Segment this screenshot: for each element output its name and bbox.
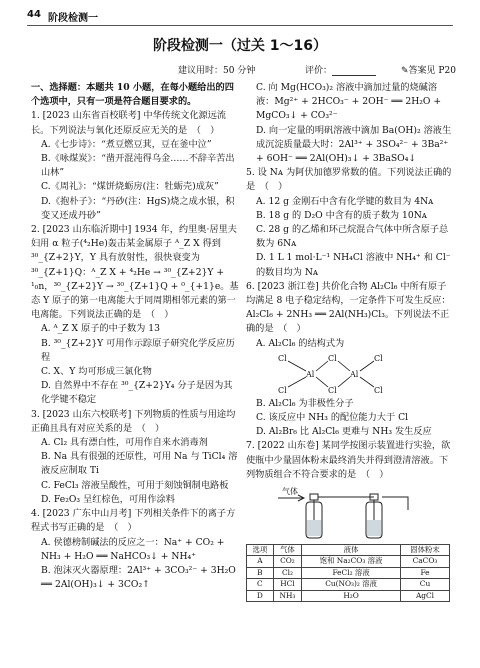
table-row (247, 567, 450, 578)
q5-option-b: B. 18 g 的 D₂O 中含有的质子数为 10Nᴀ (256, 209, 427, 221)
q4-option-d: D. 向一定量的明矾溶液中滴加 Ba(OH)₂ 溶液生成沉淀质量最大时：2Al³⁺ + 3SO₄²⁻ + 3Ba²⁺ + 6OH⁻ ══ 2Al(OH)₃↓ + 3BaSO₄↓ (256, 124, 452, 165)
page-number: 44 (27, 9, 41, 20)
table-cell: 饱和 Na₂CO₃ 溶液 (302, 556, 401, 567)
table-header-row (247, 545, 450, 556)
score-label: 评价： (305, 66, 333, 76)
question-3: 3. [2023 山东六校联考] 下列物质的性质与用途均正确且具有对应关系的是 （ ） (31, 408, 236, 434)
q1-option-c: C.《周礼》：“煤饼烧蛎房(注：牡蛎壳)成灰” (41, 181, 219, 193)
question-4: 4. [2023 广东中山月考] 下列相关条件下的离子方程式书写正确的是 （ ） (31, 508, 236, 534)
q6-option-d: D. Al₂Br₆ 比 Al₂Cl₆ 更难与 NH₃ 发生反应 (256, 426, 432, 438)
score-blank[interactable] (332, 66, 376, 76)
q3-option-b: B. Na 具有很强的还原性，可用 Na 与 TiCl₄ 溶液反应制取 Ti (41, 451, 238, 477)
q1-option-b: B.《咏煤炭》：“凿开混沌得乌金……不辞辛苦出山林” (41, 153, 235, 179)
table-row (247, 556, 450, 567)
q1-option-d: D.《抱朴子》：“丹砂(注：HgS)烧之成水银，积变又还成丹砂” (41, 195, 235, 221)
struct-cl-6: Cl (374, 385, 383, 395)
table-cell: A (247, 556, 274, 567)
q2-option-c: C. X、Y 均可形成三氯化物 (41, 366, 152, 378)
suggested-time: 建议用时：50 分钟 (178, 66, 256, 76)
table-cell: Cu(NO₃)₂ 溶液 (302, 579, 401, 590)
table-cell: HCl (273, 579, 301, 590)
pencil-icon: ✎ (401, 66, 409, 76)
q3-option-d: D. Fe₂O₃ 呈红棕色，可用作涂料 (41, 493, 175, 505)
header-divider (27, 25, 453, 26)
right-column (246, 81, 454, 602)
q2-option-d: D. 自然界中不存在 ³⁰_{Z+2}Y₄ 分子是因为其化学键不稳定 (41, 380, 233, 406)
section-instruction: 一、选择题：本题共 10 小题，在每小题给出的四个选项中，只有一项是符合题目要求的。 (31, 82, 234, 108)
struct-cl-5: Cl (374, 353, 383, 363)
page-title: 阶段检测一（过关 1～16） (152, 38, 328, 54)
table-cell: B (247, 567, 274, 578)
al2cl6-structure (276, 353, 390, 395)
q2-option-a: A. ᴬ_Z X 原子的中子数为 13 (41, 323, 160, 335)
left-column (31, 81, 240, 592)
table-cell: NH₃ (273, 590, 301, 601)
question-7: 7. [2022 山东卷] 某同学按图示装置进行实验，欲使瓶中少量固体粉末最终消失并得到澄清溶液。下列物质组合不符合要求的是 （ ） (246, 440, 451, 480)
q6-option-a: A. Al₂Cl₆ 的结构式为 (256, 337, 345, 349)
answer-reference: ✎答案见 P20 (401, 66, 456, 76)
q4-option-c: C. 向 Mg(HCO₃)₂ 溶液中滴加过量的烧碱溶液：Mg²⁺ + 2HCO₃⁻ + 2OH⁻ ══ 2H₂O + MgCO₃↓ + CO₃²⁻ (256, 82, 442, 122)
table-row (247, 579, 450, 590)
table-cell: C (247, 579, 274, 590)
table-row (247, 590, 450, 601)
question-5: 5. 设 Nᴀ 为阿伏加德罗常数的值。下列说法正确的是 （ ） (246, 167, 452, 193)
q5-option-d: D. 1 L 1 mol·L⁻¹ NH₄Cl 溶液中 NH₄⁺ 和 Cl⁻ 的数目均为 Nᴀ (256, 252, 451, 278)
q3-option-a: A. Cl₂ 具有漂白性，可用作自来水消毒剂 (41, 437, 208, 449)
q3-option-c: C. FeCl₃ 溶液呈酸性，可用于刻蚀铜制电路板 (41, 479, 229, 491)
table-cell: FeCl₂ 溶液 (302, 567, 401, 578)
table-cell: Fe (401, 567, 450, 578)
struct-cl-1: Cl (278, 353, 287, 363)
q6-option-b: B. Al₂Cl₆ 为非极性分子 (256, 397, 354, 409)
table-header: 液体 (302, 545, 401, 556)
q4-option-a: A. 侯德榜制碱法的反应之一：Na⁺ + CO₂ + NH₃ + H₂O ══ NaHCO₃↓ + NH₄⁺ (41, 536, 225, 562)
page-header (0, 0, 480, 26)
score-field[interactable] (305, 63, 376, 76)
question-2: 2. [2023 山东临沂期中] 1934 年，约里奥·居里夫妇用 α 粒子(⁴₂He)轰击某金属原子 ᴬ_Z X 得到 ³⁰_{Z+2}Y，Y 具有放射性，很快衰变为 ³⁰_{Z+1}Q：ᴬ_Z X + ⁴₂He → ³⁰_{Z+2}Y + ¹₀n，³⁰_{Z+2}Y → ³⁰_{Z+1}Q + ⁰_{+1}e。基态 Y 原子的第一电离能大于同周期相邻元素的第一电离能。下列说法正确的是 （ ） (31, 224, 239, 321)
struct-cl-3: Cl (328, 353, 337, 363)
section-label: 阶段检测一 (48, 13, 98, 24)
table-header: 气体 (273, 545, 301, 556)
q5-option-c: C. 28 g 的乙烯和环己烷混合气体中所含原子总数为 6Nᴀ (256, 224, 449, 250)
table-header: 固体粉末 (401, 545, 450, 556)
table-cell: AgCl (401, 590, 450, 601)
struct-al-2: Al (350, 369, 359, 379)
table-cell: Cu (401, 579, 450, 590)
question-6: 6. [2023 浙江卷] 共价化合物 Al₂Cl₆ 中所有原子均满足 8 电子稳定结构，一定条件下可发生反应：Al₂Cl₆ + 2NH₃ ══ 2Al(NH₃)Cl₃。下列说法不正确的是 （ ） (246, 280, 451, 335)
table-cell: D (247, 590, 274, 601)
table-cell: H₂O (302, 590, 401, 601)
q2-option-b: B. ³⁰_{Z+2}Y 可用作示踪原子研究化学反应历程 (41, 337, 235, 363)
q5-option-a: A. 12 g 金刚石中含有化学键的数目为 4Nᴀ (256, 195, 434, 207)
info-line (0, 63, 480, 77)
gas-label: 气体 (282, 487, 298, 497)
q6-option-c: C. 该反应中 NH₃ 的配位能力大于 Cl (256, 412, 409, 424)
struct-al-1: Al (306, 369, 315, 379)
table-cell: CO₂ (273, 556, 301, 567)
q1-option-a: A.《七步诗》：“煮豆燃豆萁，豆在釜中泣” (41, 138, 212, 150)
table-header: 选项 (247, 545, 274, 556)
table-cell: CaCO₃ (401, 556, 450, 567)
struct-cl-2: Cl (278, 385, 287, 395)
table-cell: Cl₂ (273, 567, 301, 578)
question-1: 1. [2023 山东省百校联考] 中华传统文化源远流长。下列说法与氧化还原反应无关的是 （ ） (31, 110, 227, 136)
struct-cl-4: Cl (328, 385, 337, 395)
options-table (246, 544, 450, 602)
q4-option-b: B. 泡沫灭火器原理：2Al³⁺ + 3CO₃²⁻ + 3H₂O ══ 2Al(OH)₃↓ + 3CO₂↑ (41, 564, 236, 591)
apparatus-diagram (276, 486, 426, 540)
